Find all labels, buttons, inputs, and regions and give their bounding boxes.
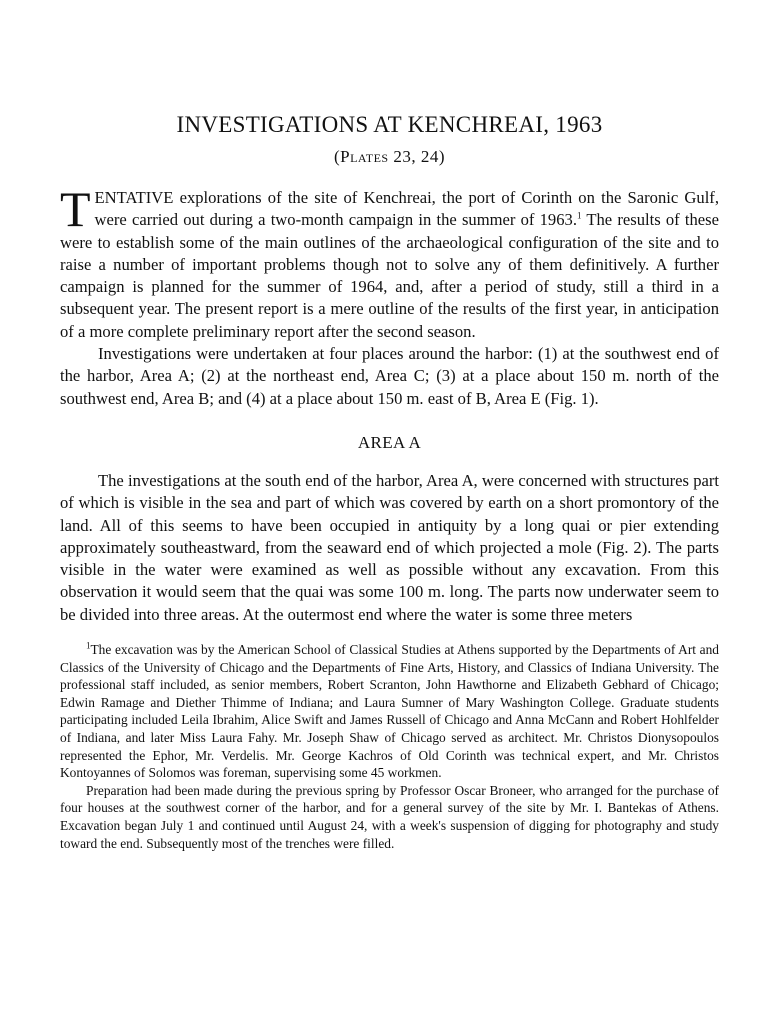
footnote-ref[interactable]: 1	[576, 210, 582, 221]
footnotes	[60, 641, 719, 852]
footnote-1-text: The excavation was by the American School of Classical Studies at Athens supported by the Departments of Art and Classics of the University of Chicago and the Departments of Fine Arts, History, and Classics of Indiana University. The professional staff included, as senior members, Robert Scranton, John Hawthorne and Elizabeth Gebhard of Chicago; Edwin Ramage and Diether Thimme of Indiana; and Laura Sumner of Mary Washington College. Graduate students participating included Leila Ibrahim, Alice Swift and James Russell of Chicago and Anna McCann and Robert Hohlfelder of Indiana, and later Miss Laura Fahy. Mr. Joseph Shaw of Chicago served as architect. Mr. Christos Dionysopoulos represented the Ephor, Mr. Verdelis. Mr. George Kachros of Old Corinth was technical expert, and Mr. Christos Kontoyannes of Solomos was foreman, supervising some 45 workmen.	[60, 642, 719, 781]
footnote-1-continued: Preparation had been made during the previous spring by Professor Oscar Broneer, who arranged for the purchase of four houses at the southwest corner of the harbor, and for a general survey of the site by Mr. I. Bantekas of Athens. Excavation began July 1 and continued until August 24, with a week's suspension of digging for photography and study toward the end. Subsequently most of the trenches were filled.	[60, 782, 719, 851]
intro-paragraph	[60, 181, 719, 343]
section-heading-area-a: AREA A	[357, 432, 422, 452]
investigations-paragraph: Investigations were undertaken at four places around the harbor: (1) at the southwest end of the harbor, Area A; (2) at the northeast end, Area C; (3) at a place about 150 m. north of the southwest end, Area B; and (4) at a place about 150 m. east of B, Area E (Fig. 1).	[60, 344, 719, 408]
footnote-marker: 1	[86, 640, 91, 651]
intro-text: ENTATIVE explorations of the site of Kenchreai, the port of Corinth on the Saronic Gulf, were carried out during a two-month campaign in the summer of 1963.	[94, 188, 719, 230]
footnote-1	[60, 641, 719, 782]
intro-text-rest: The results of these were to establish some of the main outlines of the archaeological configuration of the site and to raise a number of important problems though not to solve any of them definitively. A further campaign is planned for the summer of 1964, and, after a period of study, still a third in a subsequent year. The present report is a mere outline of the results of the first year, in anticipation of a more complete preliminary report after the second season.	[60, 210, 719, 341]
article-body	[60, 181, 719, 626]
plates-reference: (Plates 23, 24)	[333, 147, 446, 166]
drop-cap: T	[60, 181, 91, 237]
area-a-paragraph: The investigations at the south end of the harbor, Area A, were concerned with structures part of which is visible in the sea and part of which was covered by earth on a short promontory of the land. All of this seems to have been occupied in antiquity by a long quai or pier extending approximately southeastward, from the seaward end of which projected a mole (Fig. 2). The parts visible in the water were examined as well as possible without any excavation. From this observation it would seem that the quai was some 100 m. long. The parts now underwater seem to be divided into three areas. At the outermost end where the water is some three meters	[60, 470, 719, 624]
article-title: INVESTIGATIONS AT KENCHREAI, 1963	[176, 112, 603, 137]
